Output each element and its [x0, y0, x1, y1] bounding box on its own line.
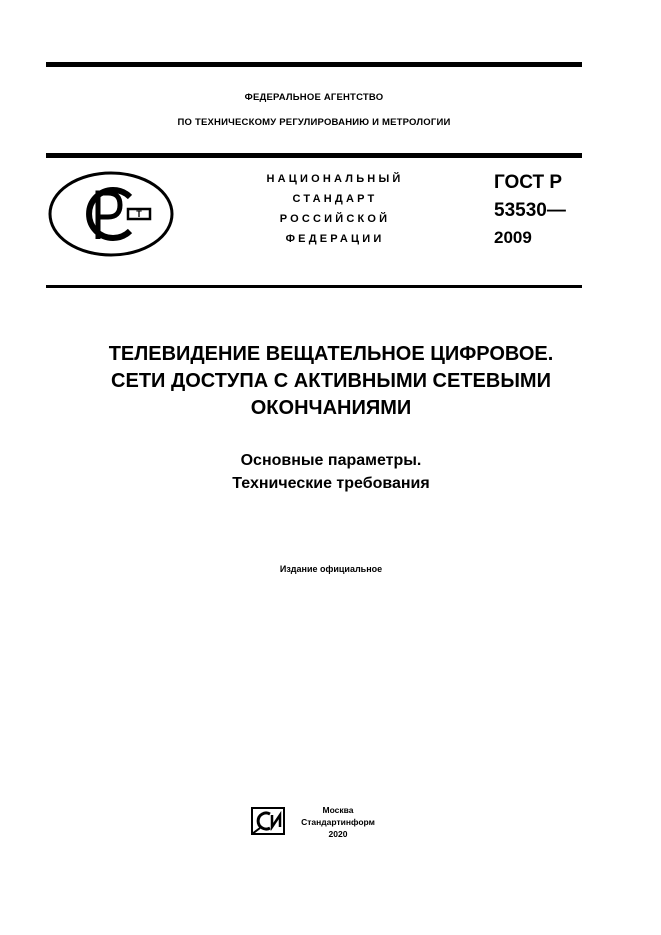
designation-line-1: ГОСТ Р [494, 172, 563, 193]
standartinform-logo-icon [250, 806, 286, 836]
publisher-city: Москва [322, 805, 354, 815]
document-subtitle-line-1: Основные параметры. [240, 452, 422, 469]
agency-line-1: ФЕДЕРАЛЬНОЕ АГЕНТСТВО [244, 92, 384, 103]
national-standard-line-3: РОССИЙСКОЙ [279, 213, 391, 225]
national-standard-line-1: НАЦИОНАЛЬНЫЙ [266, 173, 404, 185]
middle-rule [46, 153, 582, 158]
top-rule [46, 62, 582, 67]
agency-line-2: ПО ТЕХНИЧЕСКОМУ РЕГУЛИРОВАНИЮ И МЕТРОЛОГИИ [177, 117, 451, 128]
designation-line-3: 2009 [494, 228, 532, 247]
svg-text:Т: Т [136, 209, 142, 219]
national-standard-line-2: СТАНДАРТ [292, 193, 378, 205]
publisher-year: 2020 [328, 829, 348, 839]
document-subtitle-line-2: Технические требования [232, 475, 430, 492]
national-standard-line-4: ФЕДЕРАЦИИ [285, 233, 385, 245]
document-title-line-1: ТЕЛЕВИДЕНИЕ ВЕЩАТЕЛЬНОЕ ЦИФРОВОЕ. [108, 343, 554, 365]
designation-line-2: 53530— [494, 200, 566, 221]
bottom-rule [46, 285, 582, 288]
document-title-line-2: СЕТИ ДОСТУПА С АКТИВНЫМИ СЕТЕВЫМИ [111, 370, 551, 392]
publisher-name: Стандартинформ [301, 817, 375, 827]
rst-certification-mark-icon [48, 171, 174, 257]
edition-label: Издание официальное [279, 564, 383, 574]
document-title-line-3: ОКОНЧАНИЯМИ [250, 397, 412, 419]
